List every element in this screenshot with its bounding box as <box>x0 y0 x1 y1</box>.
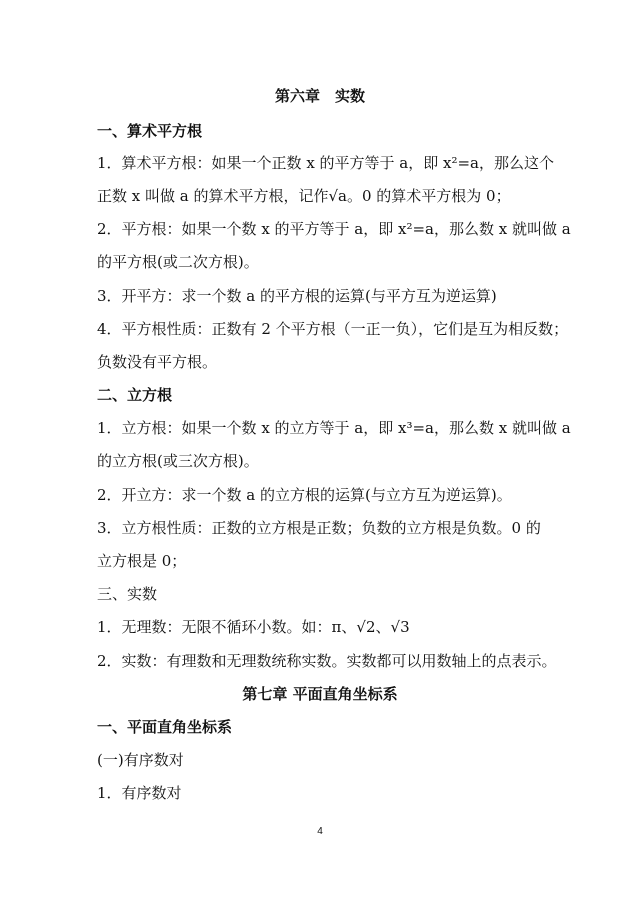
paragraph-line: 2．实数：有理数和无理数统称实数。实数都可以用数轴上的点表示。 <box>97 652 557 670</box>
paragraph-line: 4．平方根性质：正数有 2 个平方根（一正一负），它们是互为相反数； <box>97 320 569 338</box>
paragraph-line: 的立方根(或三次方根)。 <box>97 452 259 470</box>
subsection-heading-ordered-pairs: (一)有序数对 <box>97 751 184 769</box>
chapter-6-title: 第六章 实数 <box>274 87 365 105</box>
paragraph-line: 负数没有平方根。 <box>97 353 218 371</box>
paragraph-line: 1．立方根：如果一个数 x 的立方等于 a，即 x³=a，那么数 x 就叫做 a <box>97 419 571 437</box>
page-number: 4 <box>317 826 323 837</box>
paragraph-line: 3．立方根性质：正数的立方根是正数；负数的立方根是负数。0 的 <box>97 519 541 537</box>
section-heading-real-numbers: 三、实数 <box>97 585 158 603</box>
paragraph-line: 1．无理数：无限不循环小数。如：π、√2、√3 <box>97 618 410 636</box>
paragraph-line: 1．有序数对 <box>97 784 182 802</box>
section-heading-cube-root: 二、立方根 <box>97 386 173 404</box>
paragraph-line: 3．开平方：求一个数 a 的平方根的运算(与平方互为逆运算) <box>97 287 497 305</box>
section-heading-arithmetic-square-root: 一、算术平方根 <box>97 122 203 140</box>
paragraph-line: 的平方根(或二次方根)。 <box>97 253 259 271</box>
paragraph-line: 立方根是 0； <box>97 552 187 570</box>
paragraph-line: 1．算术平方根：如果一个正数 x 的平方等于 a，即 x²=a，那么这个 <box>97 154 555 172</box>
section-heading-cartesian-system: 一、平面直角坐标系 <box>97 718 233 736</box>
paragraph-line: 2．平方根：如果一个数 x 的平方等于 a，即 x²=a，那么数 x 就叫做 a <box>97 220 571 238</box>
paragraph-line: 正数 x 叫做 a 的算术平方根，记作√a。0 的算术平方根为 0； <box>97 187 511 205</box>
chapter-7-title: 第七章 平面直角坐标系 <box>242 685 398 703</box>
paragraph-line: 2．开立方：求一个数 a 的立方根的运算(与立方互为逆运算)。 <box>97 486 512 504</box>
